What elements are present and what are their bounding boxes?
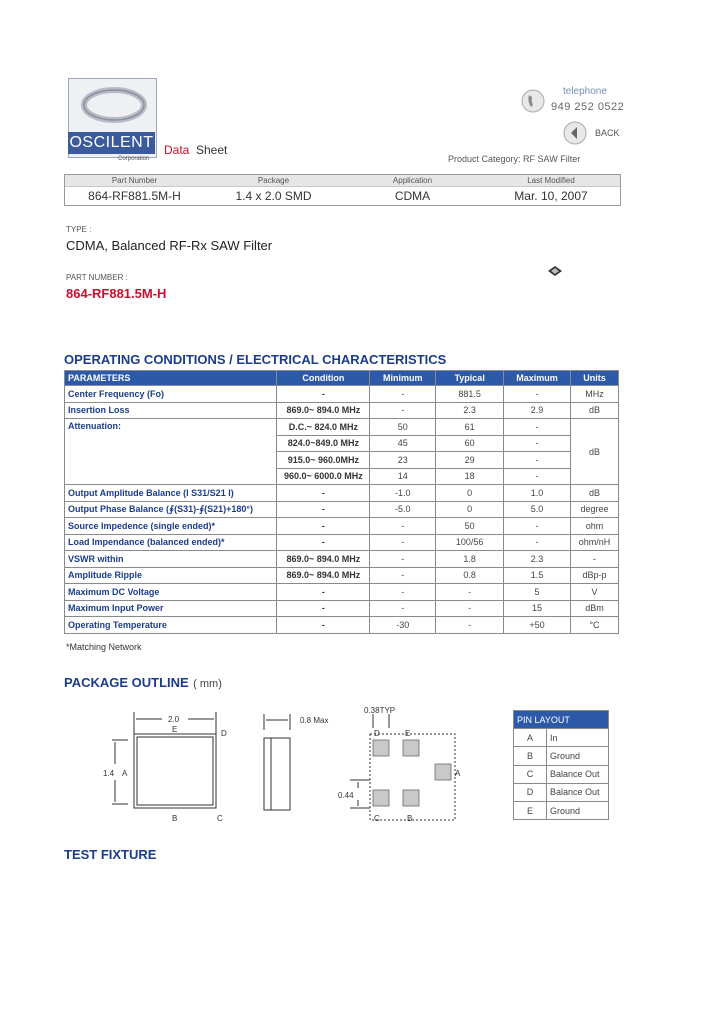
telephone-number[interactable]: 949 252 0522 bbox=[551, 101, 625, 113]
table-row bbox=[65, 551, 619, 568]
units-cell: dB bbox=[571, 485, 619, 502]
units-cell: dB bbox=[571, 402, 619, 419]
package-top-view bbox=[134, 734, 216, 808]
sheet-word: Sheet bbox=[196, 143, 228, 157]
maximum-cell: - bbox=[504, 386, 571, 403]
column-header: Maximum bbox=[504, 371, 571, 386]
package-unit: ( mm) bbox=[193, 678, 222, 690]
minimum-cell: - bbox=[370, 600, 436, 617]
logo-text: OSCILENT bbox=[68, 132, 155, 154]
pad-label-d: D bbox=[374, 729, 380, 738]
column-header: Typical bbox=[436, 371, 504, 386]
condition-cell: 960.0~ 6000.0 MHz bbox=[277, 468, 370, 485]
param-cell: Maximum Input Power bbox=[65, 600, 277, 617]
info-value-application: CDMA bbox=[394, 189, 431, 203]
minimum-cell: -1.0 bbox=[370, 485, 436, 502]
chip-icon bbox=[546, 264, 564, 283]
condition-cell: - bbox=[277, 386, 370, 403]
logo-subtitle: Corporation bbox=[118, 156, 150, 162]
param-cell: Amplitude Ripple bbox=[65, 567, 277, 584]
condition-cell: - bbox=[277, 518, 370, 535]
pad-C bbox=[373, 790, 389, 806]
pin-name: In bbox=[547, 729, 609, 747]
condition-cell: - bbox=[277, 534, 370, 551]
units-cell: MHz bbox=[571, 386, 619, 403]
table-row bbox=[514, 729, 609, 747]
maximum-cell: 5.0 bbox=[504, 501, 571, 518]
condition-cell: 869.0~ 894.0 MHz bbox=[277, 402, 370, 419]
telephone-icon bbox=[520, 88, 546, 119]
test-fixture-title: TEST FIXTURE bbox=[64, 847, 157, 862]
telephone-label: telephone bbox=[563, 86, 607, 97]
param-cell: Output Phase Balance (∮(S31)-∮(S21)+180°) bbox=[65, 501, 277, 518]
electrical-table bbox=[64, 370, 619, 634]
units-cell: degree bbox=[571, 501, 619, 518]
part-number-value: 864-RF881.5M-H bbox=[66, 286, 167, 301]
dim-pad-gap-label: 0.44 bbox=[338, 791, 354, 800]
info-header-last-modified: Last Modified bbox=[527, 176, 575, 185]
condition-cell: - bbox=[277, 600, 370, 617]
param-cell: Source Impedence (single ended)* bbox=[65, 518, 277, 535]
typical-cell: 1.8 bbox=[436, 551, 504, 568]
info-header-part-number: Part Number bbox=[111, 176, 158, 185]
type-value: CDMA, Balanced RF-Rx SAW Filter bbox=[66, 238, 273, 253]
minimum-cell: - bbox=[370, 518, 436, 535]
table-row bbox=[65, 485, 619, 502]
maximum-cell: - bbox=[504, 419, 571, 436]
table-header-row bbox=[65, 371, 619, 386]
condition-cell: D.C.~ 824.0 MHz bbox=[277, 419, 370, 436]
pin-label-e: E bbox=[172, 725, 178, 734]
column-header: PARAMETERS bbox=[65, 371, 277, 386]
pad-label-b: B bbox=[407, 814, 413, 823]
dim-width-label: 2.0 bbox=[168, 715, 180, 724]
typical-cell: 100/56 bbox=[436, 534, 504, 551]
minimum-cell: 50 bbox=[370, 419, 436, 436]
condition-cell: 869.0~ 894.0 MHz bbox=[277, 551, 370, 568]
maximum-cell: 1.5 bbox=[504, 567, 571, 584]
maximum-cell: - bbox=[504, 435, 571, 452]
pin-key: D bbox=[514, 783, 547, 801]
units-cell: °C bbox=[571, 617, 619, 634]
param-cell: VSWR within bbox=[65, 551, 277, 568]
pad-A bbox=[435, 764, 451, 780]
type-label: TYPE : bbox=[66, 225, 92, 234]
table-row bbox=[65, 518, 619, 535]
minimum-cell: -30 bbox=[370, 617, 436, 634]
pad-label-e: E bbox=[405, 729, 411, 738]
data-word: Data bbox=[164, 143, 190, 157]
pin-key: B bbox=[514, 747, 547, 765]
package-top-view-inner bbox=[137, 737, 213, 805]
back-arrow-icon[interactable] bbox=[563, 121, 587, 150]
minimum-cell: 14 bbox=[370, 468, 436, 485]
maximum-cell: 5 bbox=[504, 584, 571, 601]
condition-cell: - bbox=[277, 584, 370, 601]
pin-name: Balance Out bbox=[547, 783, 609, 801]
typical-cell: 0 bbox=[436, 485, 504, 502]
logo-ring-icon bbox=[69, 79, 156, 139]
maximum-cell: 2.3 bbox=[504, 551, 571, 568]
pad-E bbox=[403, 740, 419, 756]
table-row bbox=[65, 584, 619, 601]
table-row bbox=[65, 534, 619, 551]
pin-key: C bbox=[514, 765, 547, 783]
column-header: Minimum bbox=[370, 371, 436, 386]
maximum-cell: - bbox=[504, 518, 571, 535]
minimum-cell: - bbox=[370, 534, 436, 551]
maximum-cell: 2.9 bbox=[504, 402, 571, 419]
minimum-cell: - bbox=[370, 402, 436, 419]
pin-key: A bbox=[514, 729, 547, 747]
minimum-cell: - bbox=[370, 386, 436, 403]
param-cell: Load Impendance (balanced ended)* bbox=[65, 534, 277, 551]
dim-pad-typ-label: 0.38TYP bbox=[364, 706, 396, 715]
param-cell: Attenuation: bbox=[65, 419, 277, 485]
table-row bbox=[65, 402, 619, 419]
pad-B bbox=[403, 790, 419, 806]
typical-cell: - bbox=[436, 584, 504, 601]
table-row bbox=[65, 386, 619, 403]
maximum-cell: 1.0 bbox=[504, 485, 571, 502]
units-cell: ohm/nH bbox=[571, 534, 619, 551]
info-value-part-number: 864-RF881.5M-H bbox=[88, 189, 181, 203]
column-header: Condition bbox=[277, 371, 370, 386]
typical-cell: - bbox=[436, 600, 504, 617]
back-link[interactable]: BACK bbox=[595, 128, 620, 138]
table-row bbox=[514, 783, 609, 801]
maximum-cell: - bbox=[504, 452, 571, 469]
param-cell: Maximum DC Voltage bbox=[65, 584, 277, 601]
pin-name: Ground bbox=[547, 801, 609, 819]
maximum-cell: - bbox=[504, 468, 571, 485]
table-row bbox=[514, 801, 609, 819]
minimum-cell: - bbox=[370, 551, 436, 568]
table-row bbox=[65, 567, 619, 584]
minimum-cell: 45 bbox=[370, 435, 436, 452]
units-cell: - bbox=[571, 551, 619, 568]
column-header: Units bbox=[571, 371, 619, 386]
info-value-package: 1.4 x 2.0 SMD bbox=[235, 189, 312, 203]
pin-label-a: A bbox=[122, 769, 128, 778]
typical-cell: 2.3 bbox=[436, 402, 504, 419]
units-cell: ohm bbox=[571, 518, 619, 535]
matching-network-footnote: *Matching Network bbox=[66, 642, 142, 652]
table-row bbox=[65, 600, 619, 617]
dim-height-label: 1.4 bbox=[103, 769, 115, 778]
table-row bbox=[65, 617, 619, 634]
pin-label-d: D bbox=[221, 729, 227, 738]
typical-cell: 29 bbox=[436, 452, 504, 469]
minimum-cell: - bbox=[370, 584, 436, 601]
pin-layout-table bbox=[513, 710, 609, 820]
pin-label-b: B bbox=[172, 814, 178, 823]
pad-label-a: A bbox=[455, 769, 461, 778]
typical-cell: 881.5 bbox=[436, 386, 504, 403]
maximum-cell: +50 bbox=[504, 617, 571, 634]
condition-cell: 824.0~849.0 MHz bbox=[277, 435, 370, 452]
electrical-section-title: OPERATING CONDITIONS / ELECTRICAL CHARACTERISTICS bbox=[64, 352, 447, 367]
pad-label-c: C bbox=[374, 814, 380, 823]
minimum-cell: - bbox=[370, 567, 436, 584]
minimum-cell: 23 bbox=[370, 452, 436, 469]
pin-name: Ground bbox=[547, 747, 609, 765]
param-cell: Insertion Loss bbox=[65, 402, 277, 419]
product-category: Product Category: RF SAW Filter bbox=[448, 154, 581, 164]
units-cell: dBp-p bbox=[571, 567, 619, 584]
pin-layout-header bbox=[514, 711, 609, 729]
condition-cell: - bbox=[277, 501, 370, 518]
table-row bbox=[514, 747, 609, 765]
param-cell: Operating Temperature bbox=[65, 617, 277, 634]
typical-cell: 0 bbox=[436, 501, 504, 518]
pin-key: E bbox=[514, 801, 547, 819]
typical-cell: 61 bbox=[436, 419, 504, 436]
minimum-cell: -5.0 bbox=[370, 501, 436, 518]
pad-D bbox=[373, 740, 389, 756]
typical-cell: 0.8 bbox=[436, 567, 504, 584]
table-row bbox=[514, 765, 609, 783]
pin-layout-title: PIN LAYOUT bbox=[514, 711, 609, 729]
info-header-application: Application bbox=[392, 176, 433, 185]
dim-thickness-label: 0.8 Max bbox=[300, 716, 329, 725]
info-value-last-modified: Mar. 10, 2007 bbox=[514, 189, 588, 203]
condition-cell: 915.0~ 960.0MHz bbox=[277, 452, 370, 469]
typical-cell: 50 bbox=[436, 518, 504, 535]
units-cell: dBm bbox=[571, 600, 619, 617]
info-header-package: Package bbox=[257, 176, 290, 185]
pin-name: Balance Out bbox=[547, 765, 609, 783]
maximum-cell: 15 bbox=[504, 600, 571, 617]
part-number-label: PART NUMBER : bbox=[66, 273, 128, 282]
package-section-heading bbox=[64, 674, 222, 692]
condition-cell: - bbox=[277, 485, 370, 502]
package-section-title: PACKAGE OUTLINE bbox=[64, 675, 189, 690]
units-cell: dB bbox=[571, 419, 619, 485]
info-bar bbox=[64, 174, 621, 206]
table-row bbox=[65, 501, 619, 518]
typical-cell: 60 bbox=[436, 435, 504, 452]
package-outline-drawing bbox=[100, 700, 480, 830]
param-cell: Center Frequency (Fo) bbox=[65, 386, 277, 403]
condition-cell: 869.0~ 894.0 MHz bbox=[277, 567, 370, 584]
units-cell: V bbox=[571, 584, 619, 601]
condition-cell: - bbox=[277, 617, 370, 634]
table-row bbox=[65, 419, 619, 436]
typical-cell: - bbox=[436, 617, 504, 634]
param-cell: Output Amplitude Balance (I S31/S21 I) bbox=[65, 485, 277, 502]
maximum-cell: - bbox=[504, 534, 571, 551]
typical-cell: 18 bbox=[436, 468, 504, 485]
pin-label-c: C bbox=[217, 814, 223, 823]
package-side-view bbox=[264, 738, 290, 810]
